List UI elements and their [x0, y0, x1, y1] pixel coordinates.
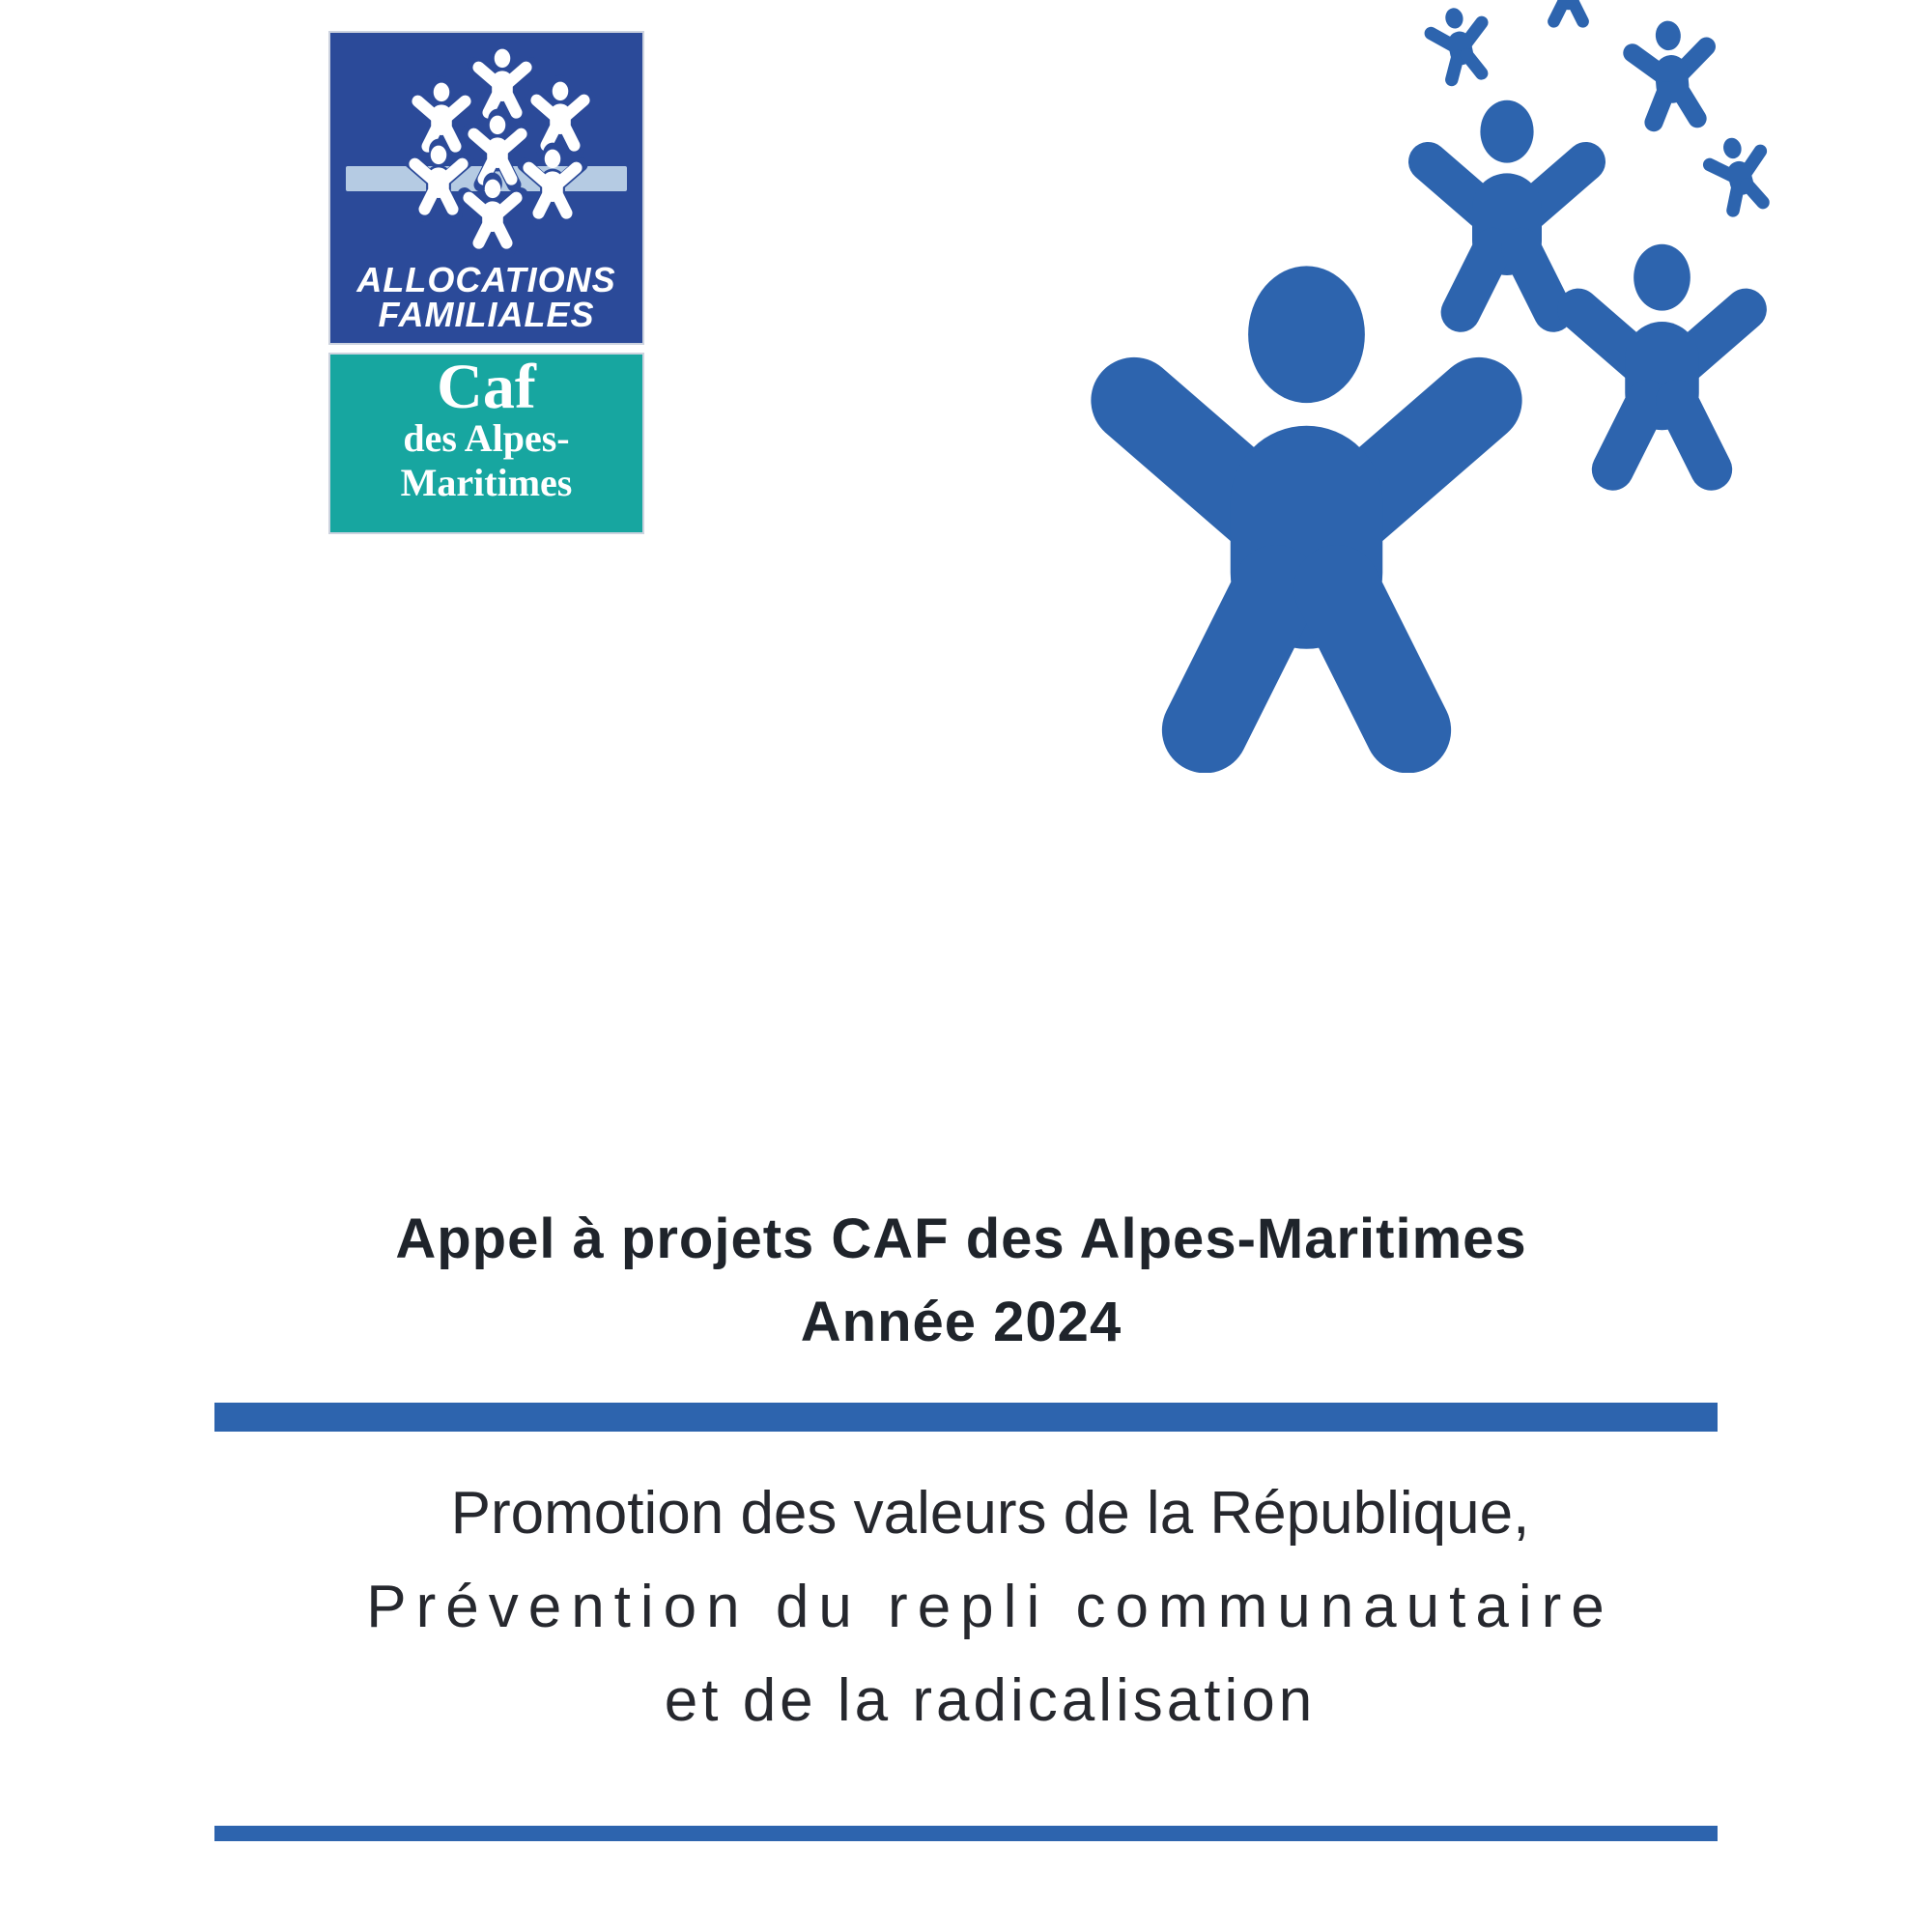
person-icon — [1578, 244, 1746, 469]
org-name-line2: FAMILIALES — [378, 295, 595, 334]
person-icon — [1134, 266, 1479, 729]
title-line1: Appel à projets CAF des Alpes-Maritimes — [395, 1208, 1527, 1270]
page-subtitle — [48, 1466, 1932, 1747]
logo-caf-block — [328, 353, 644, 534]
subtitle-line3: et de la radicalisation — [664, 1667, 1317, 1734]
org-name — [330, 260, 642, 334]
person-icon — [1427, 3, 1492, 82]
person-icon — [1630, 17, 1713, 124]
org-name-line1: ALLOCATIONS — [356, 260, 616, 299]
logo-allocations-block — [328, 31, 644, 345]
divider-bottom — [214, 1826, 1718, 1841]
person-icon — [1428, 100, 1585, 313]
caf-logo — [328, 31, 644, 534]
title-line2: Année 2024 — [800, 1291, 1122, 1353]
page-title — [0, 1198, 1922, 1364]
brand-name: Caf — [437, 352, 536, 422]
subtitle-line2: Prévention du repli communautaire — [366, 1574, 1614, 1640]
region-name-line2: Maritimes — [400, 461, 573, 504]
divider-top — [214, 1403, 1718, 1432]
person-icon — [1544, 0, 1593, 21]
person-icon — [1704, 131, 1773, 213]
cover-illustration — [1014, 0, 1816, 773]
region-name-line1: des Alpes- — [403, 416, 570, 460]
subtitle-line1: Promotion des valeurs de la République, — [450, 1480, 1530, 1547]
